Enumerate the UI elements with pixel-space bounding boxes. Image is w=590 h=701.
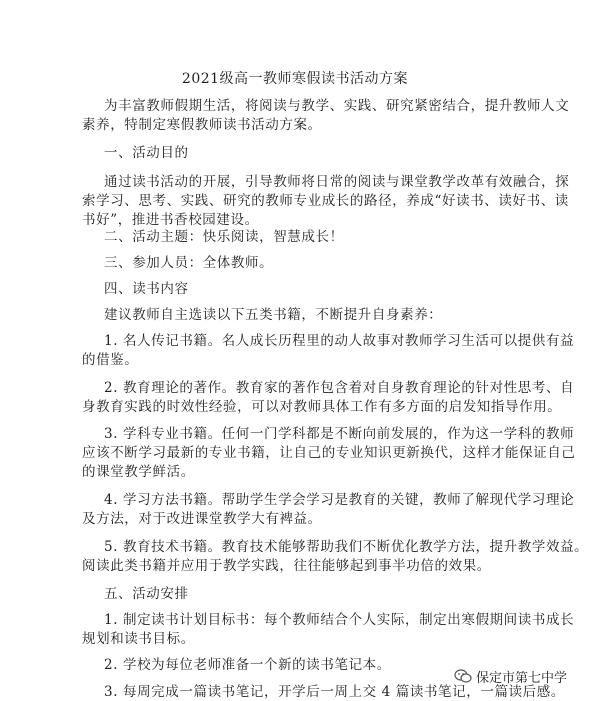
document-line: 应该不断学习最新的专业书籍，让自己的专业知识更新换代，这样才能保证自己 <box>82 445 576 462</box>
document-line: 阅读此类书籍并应用于教学实践，往往能够起到事半功倍的效果。 <box>82 558 491 575</box>
document-line: 规划和读书目标。 <box>82 631 195 648</box>
source-watermark <box>454 665 567 687</box>
document-line: 三、参加人员：全体教师。 <box>104 254 274 271</box>
document-line: 及方法，对于改进课堂教学大有裨益。 <box>82 510 322 527</box>
document-title: 2021级高一教师寒假读书活动方案 <box>181 71 409 87</box>
document-line: 建议教师自主选读以下五类书籍，不断提升自身素养： <box>104 306 443 323</box>
document-line: 2. 教育理论的著作。教育家的著作包含着对自身教育理论的针对性思考、自 <box>104 379 575 396</box>
document-line: 素养，特制定寒假教师读书活动方案。 <box>82 117 322 134</box>
document-line: 4. 学习方法书籍。帮助学生学会学习是教育的关键，教师了解现代学习理论 <box>104 491 575 508</box>
document-line: 为丰富教师假期生活，将阅读与教学、实践、研究紧密结合，提升教师人文 <box>104 98 570 114</box>
document-line: 四、读书内容 <box>104 281 189 298</box>
document-line: 索学习、思考、实践、研究的教师专业成长的路径，养成“好读书、读好书、读 <box>82 192 569 209</box>
document-line: 一、活动目的 <box>104 145 189 162</box>
document-line: 5. 教育技术书籍。教育技术能够帮助我们不断优化教学方法，提升教学效益。 <box>104 539 589 556</box>
document-line: 五、活动安排 <box>104 585 189 602</box>
document-line: 3. 学科专业书籍。任何一门学科都是不断向前发展的，作为这一学科的教师 <box>104 426 575 443</box>
document-line: 书好”，推进书香校园建设。 <box>82 211 259 228</box>
document-line: 2. 学校为每位老师准备一个新的读书笔记本。 <box>104 656 391 673</box>
document-line: 身教育实践的时效性经验，可以对教师具体工作有多方面的启发知指导作用。 <box>82 398 562 415</box>
document-line: 的课堂教学鲜活。 <box>82 464 195 481</box>
wechat-channel-icon <box>454 668 472 684</box>
document-line: 二、活动主题：快乐阅读，智慧成长！ <box>104 229 344 246</box>
document-line: 通过读书活动的开展，引导教师将日常的阅读与课堂教学改革有效融合，探 <box>104 173 570 190</box>
document-line: 的借鉴。 <box>82 352 139 369</box>
document-line: 1. 制定读书计划目标书：每个教师结合个人实际，制定出寒假期间读书成长 <box>104 612 575 628</box>
watermark-text: 保定市第七中学 <box>476 670 568 686</box>
document-line: 3. 每周完成一篇读书笔记，开学后一周上交 4 篇读书笔记，一篇读后感。 <box>104 684 565 700</box>
document-line: 1. 名人传记书籍。名人成长历程里的动人故事对教师学习生活可以提供有益 <box>104 333 575 350</box>
